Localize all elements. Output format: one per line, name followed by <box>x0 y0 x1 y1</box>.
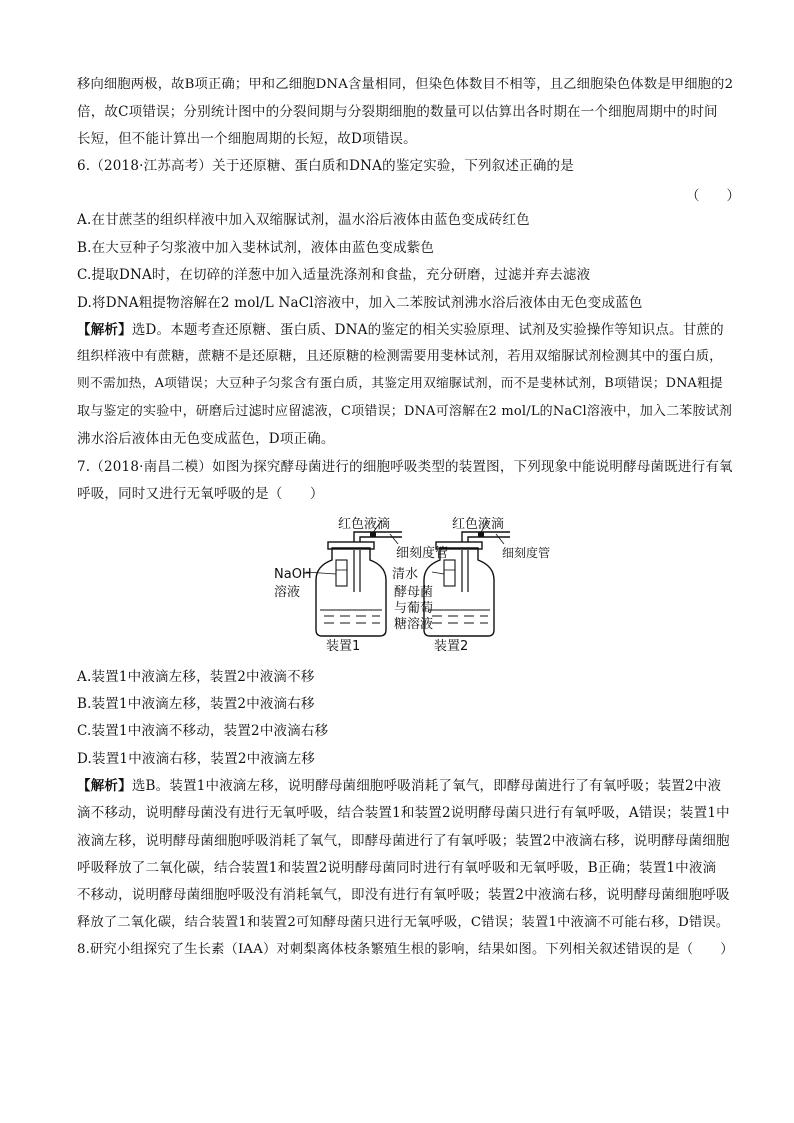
q7-analysis-line: 液滴左移，说明酵母菌细胞呼吸消耗了氧气，即酵母菌进行了有氧呼吸；装置2中液滴右移，说明酵母菌细胞 <box>77 833 730 849</box>
q6-option-d: D.将DNA粗提物溶解在2 mol/L NaCl溶液中，加入二苯胺试剂沸水浴后液体由无色变成蓝色 <box>77 295 643 311</box>
label-device-2: 装置2 <box>434 639 469 654</box>
label-yeast-3: 糖溶液 <box>394 617 434 632</box>
q6-analysis-line: 组织样液中有蔗糖，蔗糖不是还原糖，且还原糖的检测需要用斐林试剂，若用双缩脲试剂检测其中的蛋白质， <box>77 349 723 364</box>
label-tube-2: 细刻度管 <box>502 546 551 560</box>
q6-option-c: C.提取DNA时，在切碎的洋葱中加入适量洗涤剂和食盐，充分研磨，过滤并弃去滤液 <box>77 267 591 283</box>
question-6-stem: 6.（2018·江苏高考）关于还原糖、蛋白质和DNA的鉴定实验，下列叙述正确的是 <box>77 158 574 174</box>
q6-analysis-line: 则不需加热，A项错误；大豆种子匀浆含有蛋白质，其鉴定用双缩脲试剂，而不是斐林试剂，B项错误；DNA粗提 <box>77 376 723 391</box>
q7-analysis-line <box>77 777 721 795</box>
label-yeast-1: 酵母菌 <box>394 585 434 600</box>
q7-option-c: C.装置1中液滴不移动，装置2中液滴右移 <box>77 723 329 739</box>
analysis-text: 选D。本题考查还原糖、蛋白质、DNA的鉴定的相关实验原理、试剂及实验操作等知识点。甘蔗的 <box>131 322 724 338</box>
q7-analysis-line: 滴不移动，说明酵母菌没有进行无氧呼吸，结合装置1和装置2说明酵母菌只进行有氧呼吸，A错误；装置1中 <box>77 805 730 821</box>
question-8-stem: 8.研究小组探究了生长素（IAA）对刺梨离体枝条繁殖生根的影响，结果如图。下列相关叙述错误的是（ ） <box>77 942 734 957</box>
q7-analysis-line: 不移动，说明酵母菌细胞呼吸没有消耗氧气，即没有进行有氧呼吸；装置2中液滴右移，说明酵母菌细胞呼吸 <box>77 887 730 903</box>
question-7-stem: 7.（2018·南昌二模）如图为探究酵母菌进行的细胞呼吸类型的装置图，下列现象中能说明酵母菌既进行有氧 <box>77 459 733 475</box>
q7-option-d: D.装置1中液滴右移，装置2中液滴左移 <box>77 751 316 767</box>
answer-paren: （ ） <box>686 188 740 204</box>
q6-analysis-line <box>77 321 724 339</box>
label-red-drop-1: 红色液滴 <box>338 517 391 532</box>
device-1-flask <box>306 520 402 636</box>
label-solution: 溶液 <box>274 585 301 600</box>
q7-option-b: B.装置1中液滴左移，装置2中液滴右移 <box>77 696 315 712</box>
q6-analysis-line: 取与鉴定的实验中，研磨后过滤时应留滤液，C项错误；DNA可溶解在2 mol/L的NaCl溶液中，加入二苯胺试剂 <box>77 404 733 419</box>
q7-analysis-line: 释放了二氧化碳，结合装置1和装置2可知酵母菌只进行无氧呼吸，C错误；装置1中液滴不可能右移，D错误。 <box>77 915 730 930</box>
analysis-text: 选B。装置1中液滴左移，说明酵母菌细胞呼吸消耗了氧气，即酵母菌进行了有氧呼吸；装置2中液 <box>131 778 722 794</box>
analysis-tag: 【解析】 <box>77 778 132 794</box>
q7-option-a: A.装置1中液滴左移，装置2中液滴不移 <box>77 669 315 685</box>
question-7-stem: 呼吸，同时又进行无氧呼吸的是（ ） <box>77 486 324 502</box>
label-yeast-2: 与葡萄 <box>394 601 434 616</box>
analysis-tag: 【解析】 <box>77 322 132 338</box>
label-tube-1: 细刻度管 <box>396 546 449 561</box>
label-red-drop-2: 红色液滴 <box>452 517 505 532</box>
q6-analysis-line: 沸水浴后液体由无色变成蓝色，D项正确。 <box>77 431 335 447</box>
text-line: 倍，故C项错误；分别统计图中的分裂间期与分裂期细胞的数量可以估算出各时期在一个细胞周期中的时间 <box>77 104 718 120</box>
label-device-1: 装置1 <box>326 639 361 654</box>
label-water: 清水 <box>392 567 419 582</box>
text-line: 移向细胞两极，故B项正确；甲和乙细胞DNA含量相同，但染色体数目不相等，且乙细胞染色体数是甲细胞的2 <box>77 77 734 92</box>
device-2-flask <box>424 520 510 636</box>
apparatus-figure <box>270 512 551 654</box>
q6-option-b: B.在大豆种子匀浆液中加入斐林试剂，液体由蓝色变成紫色 <box>77 240 435 256</box>
text-line: 长短，但不能计算出一个细胞周期的长短，故D项错误。 <box>77 131 417 147</box>
q6-option-a: A.在甘蔗茎的组织样液中加入双缩脲试剂，温水浴后液体由蓝色变成砖红色 <box>77 212 530 228</box>
q7-analysis-line: 呼吸释放了二氧化碳，结合装置1和装置2说明酵母菌同时进行有氧呼吸和无氧呼吸，B正确；装置1中液滴 <box>77 860 717 876</box>
label-naoh: NaOH <box>274 567 312 582</box>
